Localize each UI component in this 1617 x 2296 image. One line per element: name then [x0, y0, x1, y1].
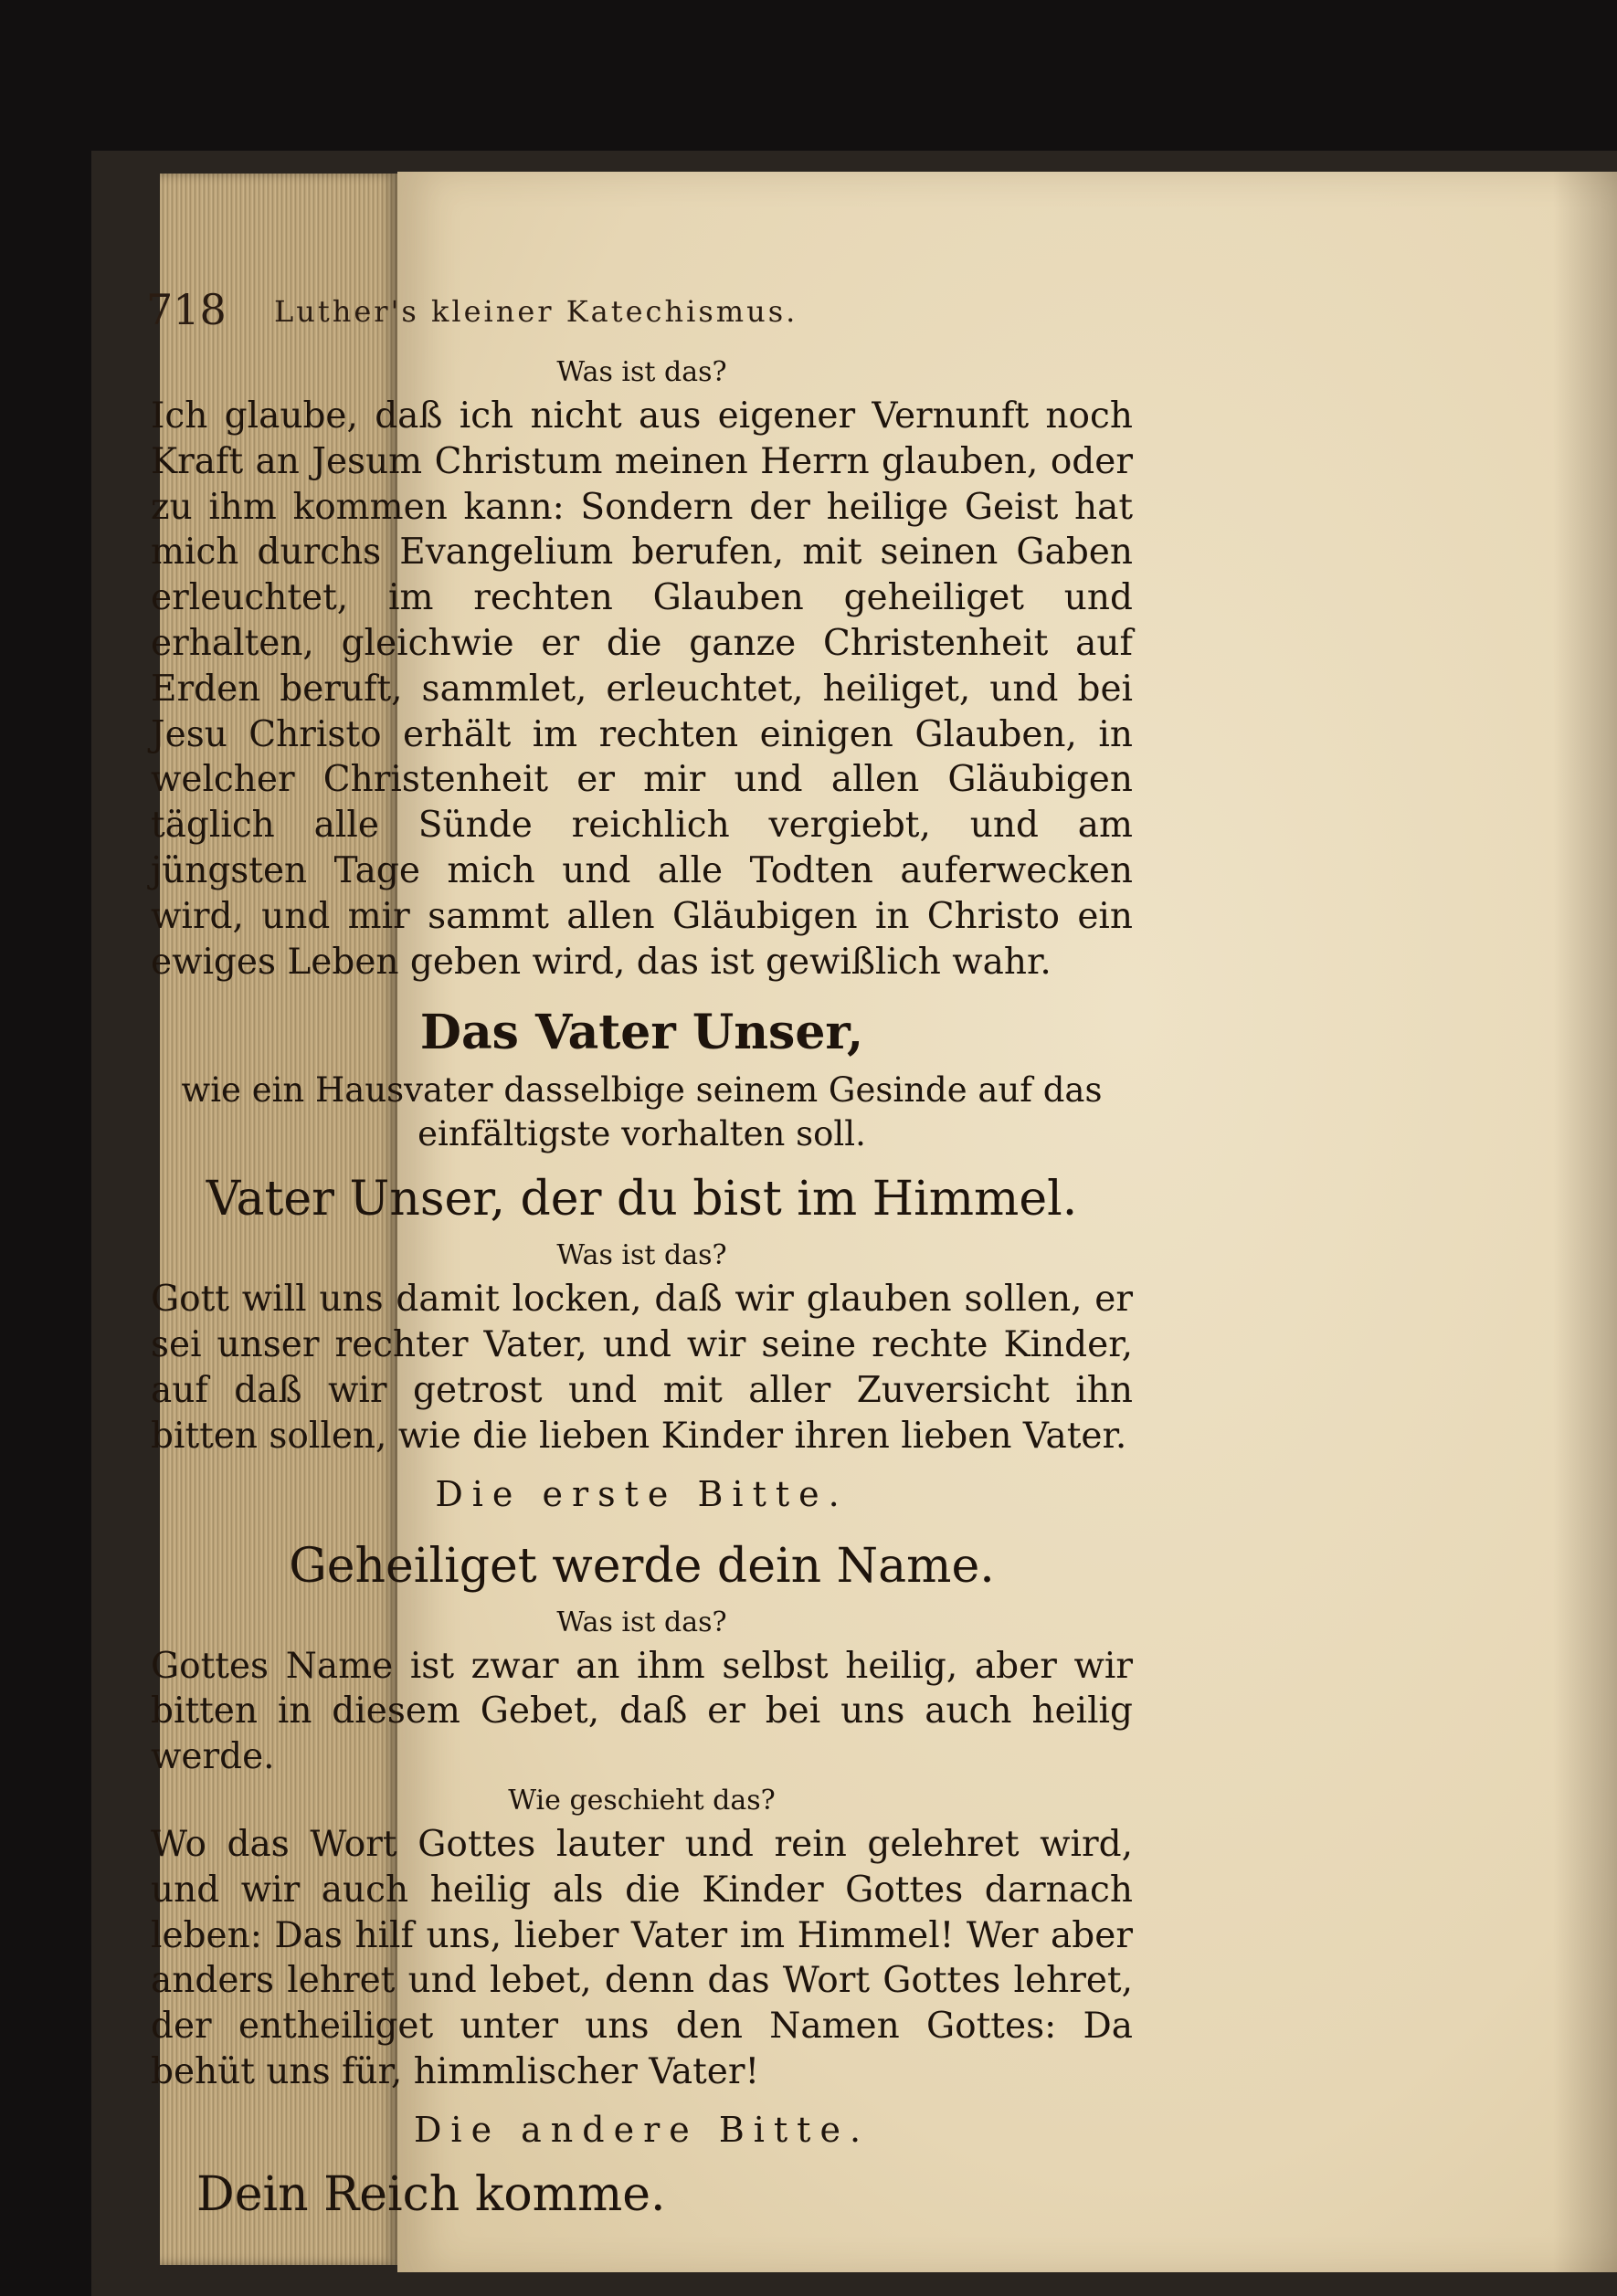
petition-heading: Die andere Bitte. — [413, 2109, 871, 2150]
section-title: Das Vater Unser, — [419, 1005, 864, 1061]
running-head: Luther's kleiner Katechismus. — [274, 294, 798, 329]
page-number: 718 — [146, 285, 227, 334]
prayer-line: Geheiliget werde dein Name. — [289, 1538, 995, 1594]
paragraph: Wo das Wort Gottes lauter und rein gelehret wird, und wir auch heilig als die Kinder Gottes darnach leben: Das hilf uns, lieber Vater im Himmel! Wer aber anders lehret und lebet, denn das Wort Gottes lehret, der entheiliget unter uns den Namen Gottes: Da behüt uns für, himmlischer Vater! — [151, 1823, 1133, 2092]
page-content — [151, 352, 1133, 2230]
question-label: Was ist das? — [556, 1606, 727, 1638]
paragraph: Gottes Name ist zwar an ihm selbst heilig, aber wir bitten in diesem Gebet, daß er bei uns auch heilig werde. — [151, 1645, 1133, 1778]
prayer-line: Vater Unser, der du bist im Himmel. — [206, 1172, 1078, 1227]
section-subtitle: wie ein Hausvater dasselbige seinem Gesinde auf das einfältigste vorhalten soll. — [181, 1070, 1103, 1154]
page-header — [0, 285, 1617, 340]
paragraph: Gott will uns damit locken, daß wir glauben sollen, er sei unser rechter Vater, und wir seine rechte Kinder, auf daß wir getrost und mit aller Zuversicht ihn bitten sollen, wie die lieben Kinder ihren lieben Vater. — [151, 1279, 1133, 1457]
prayer-line: Dein Reich komme. — [196, 2166, 666, 2222]
paragraph: Ich glaube, daß ich nicht aus eigener Vernunft noch Kraft an Jesum Christum meinen Herrn glauben, oder zu ihm kommen kann: Sondern der heilige Geist hat mich durchs Evangelium berufen, mit seinen Gaben erleuchtet, im rechten Glauben geheiliget und erhalten, gleichwie er die ganze Christenheit auf Erden beruft, sammlet, erleuchtet, heiliget, und bei Jesu Christo erhält im rechten einigen Glauben, in welcher Christenheit er mir und allen Gläubigen täglich alle Sünde reichlich vergiebt, und am jüngsten Tage mich und alle Todten auferwecken wird, und mir sammt allen Gläubigen in Christo ein ewiges Leben geben wird, das ist gewißlich wahr. — [151, 395, 1133, 983]
petition-heading: Die erste Bitte. — [435, 1473, 849, 1514]
question-label: Wie geschieht das? — [508, 1784, 776, 1817]
page-gutter-shadow — [1553, 172, 1617, 2272]
question-label: Was ist das? — [556, 1239, 727, 1272]
question-label: Was ist das? — [556, 356, 727, 388]
